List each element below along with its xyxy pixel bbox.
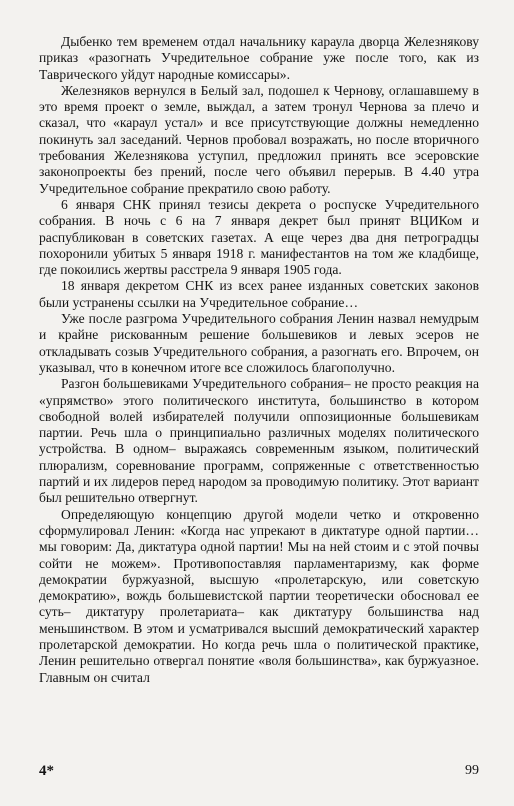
paragraph: Железняков вернулся в Белый зал, подошел к Чернову, оглашавшему в это время проект о земле, выждал, а затем тронул Чернова за плечо и сказал, что «караул устал» и все присутствующие должны немедленно покинуть зал заседаний. Чернов пробовал возражать, но после вторичного требования Железнякова уступил, предложил принять все эсеровские законопроекты без прений, после чего объявил перерыв. В 4.40 утра Учредительное собрание прекратило свою работу. (39, 82, 479, 196)
paragraph: Определяющую концепцию другой модели четко и откровенно сформулировал Ленин: «Когда нас упрекают в диктатуре одной партии… мы говорим: Да, диктатура одной партии! Мы на ней стоим и с этой почвы сойти не можем». Противопоставляя парламентаризму, как форме демократии буржуазной, высшую «пролетарскую, или советскую демократию», вождь большевистской партии теоретически обосновал ее суть– диктатуру пролетариата– как диктатуру большинства над меньшинством. В этом и усматривался высший демократический характер пролетарской демократии. Но когда речь шла о политической практике, Ленин решительно отвергал понятие «воля большинства», как буржуазное. Главным он считал (39, 506, 479, 685)
printer-signature: 4* (39, 762, 54, 779)
page-number: 99 (465, 762, 479, 778)
paragraph: 6 января СНК принял тезисы декрета о роспуске Учредительного собрания. В ночь с 6 на 7 января декрет был принят ВЦИКом и распубликован в советских газетах. А еще через два дня петроградцы похоронили убитых 5 января 1918 г. манифестантов на том же кладбище, где покоились жертвы расстрела 9 января 1905 года. (39, 196, 479, 278)
paragraph: Дыбенко тем временем отдал начальнику караула дворца Железнякову приказ «разогнать Учредительное собрание уже после того, как из Таврического уйдут народные комиссары». (39, 34, 479, 82)
book-page (39, 34, 479, 779)
paragraph: 18 января декретом СНК из всех ранее изданных советских законов были устранены ссылки на Учредительное собрание… (39, 278, 479, 310)
page-footer (39, 759, 479, 779)
paragraph: Уже после разгрома Учредительного собрания Ленин назвал немудрым и крайне рискованным решение большевиков и левых эсеров не откладывать созыв Учредительного собрания, а разогнать его. Впрочем, он указывал, что в конечном итоге все сложилось благополучно. (39, 311, 479, 375)
paragraph: Разгон большевиками Учредительного собрания– не просто реакция на «упрямство» этого политического института, большинство в котором свободной волей избирателей получили оппозиционные большевикам партии. Речь шла о принципиально различных моделях политического устройства. В одном– выражаясь современным языком, политический плюрализм, соревнование программ, сопряженные с ответственностью партий и их лидеров перед народом за проводимую политику. Этот вариант был решительно отвергнут. (39, 376, 479, 506)
